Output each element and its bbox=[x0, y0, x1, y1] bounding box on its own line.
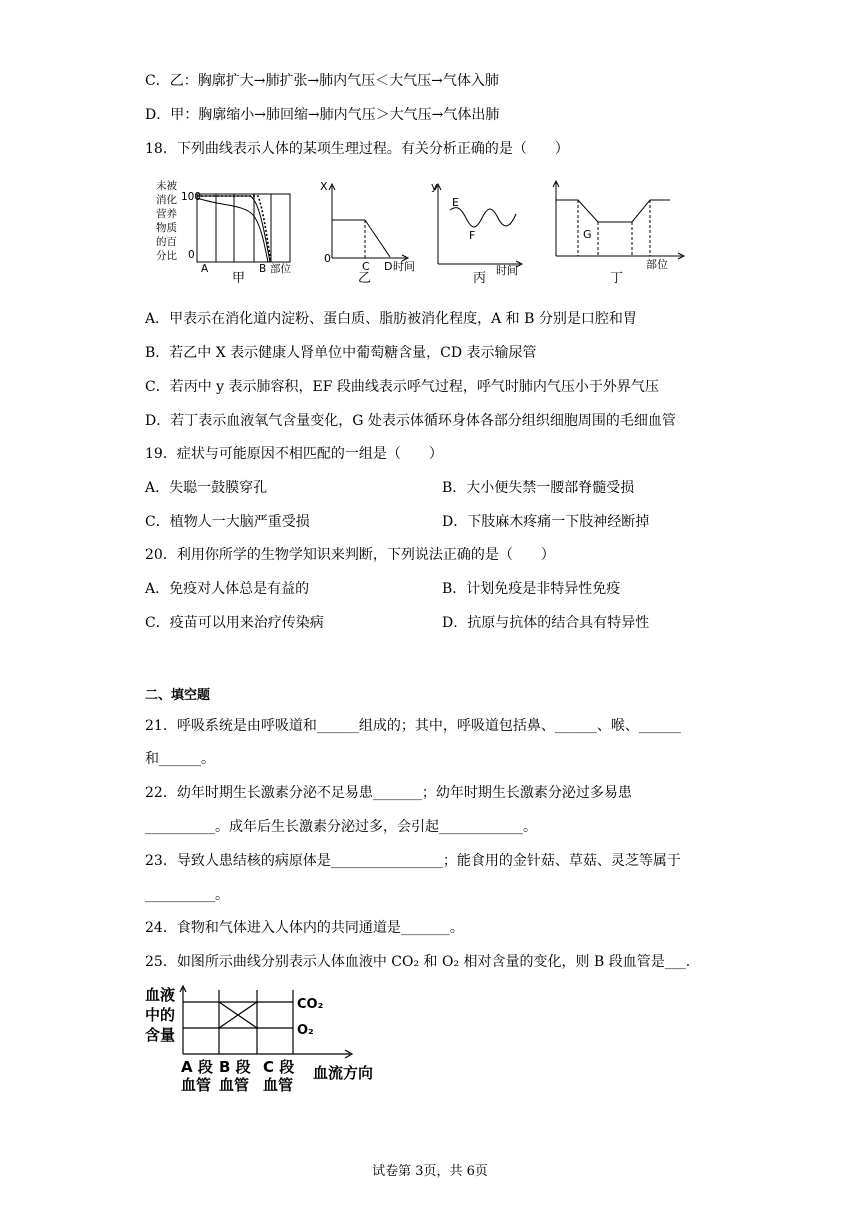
q21-line1: 21．呼吸系统是由呼吸道和______组成的；其中，呼吸道包括鼻、______、喉、______ bbox=[145, 718, 681, 734]
q20-option-c: C．疫苗可以用来治疗传染病 bbox=[145, 615, 324, 631]
bing-xlabel: 时间 bbox=[496, 264, 518, 277]
jia-y100: 100 bbox=[181, 191, 202, 203]
q19-option-c: C．植物人一大脑严重受损 bbox=[145, 514, 310, 530]
q18-option-b: B．若乙中 X 表示健康人肾单位中葡萄糖含量，CD 表示输尿管 bbox=[145, 345, 537, 361]
q19-option-b: B．大小便失禁一腰部脊髓受损 bbox=[442, 480, 635, 496]
jia-ylabel-1: 未被 bbox=[156, 180, 177, 192]
ding-caption: 丁 bbox=[610, 271, 624, 286]
q17-option-c: C．乙：胸廓扩大→肺扩张→肺内气压＜大气压→气体入肺 bbox=[145, 73, 499, 89]
q23-line1: 23．导致人患结核的病原体是________________；能食用的金针菇、草菇、灵芝等属于 bbox=[145, 853, 681, 869]
q17-option-d: D．甲：胸廓缩小→肺回缩→肺内气压＞大气压→气体出肺 bbox=[145, 107, 500, 123]
q25-o2-label: O₂ bbox=[297, 1023, 314, 1038]
q25-ylabel-3: 含量 bbox=[145, 1026, 176, 1044]
jia-y0: 0 bbox=[188, 249, 195, 261]
q18-figure-jia bbox=[150, 178, 300, 286]
q25-seg-a-2: 血管 bbox=[181, 1076, 212, 1094]
q25-seg-a-1: A 段 bbox=[181, 1058, 213, 1076]
q19-option-d: D．下肢麻木疼痛一下肢神经断掉 bbox=[442, 514, 650, 530]
yi-origin: 0 bbox=[324, 252, 331, 265]
q25-ylabel-1: 血液 bbox=[145, 986, 176, 1004]
q24-line1: 24．食物和气体进入人体内的共同通道是_______。 bbox=[145, 920, 464, 936]
q18-option-c: C．若丙中 y 表示肺容积，EF 段曲线表示呼气过程，呼气时肺内气压小于外界气压 bbox=[145, 379, 659, 395]
jia-ylabel-3: 营养 bbox=[156, 208, 177, 220]
yi-label-c: C bbox=[362, 260, 370, 273]
bing-ylabel: y bbox=[431, 180, 438, 193]
yi-caption: 乙 bbox=[358, 271, 372, 286]
q18-option-d: D．若丁表示血液氧气含量变化，G 处表示体循环身体各部分组织细胞周围的毛细血管 bbox=[145, 413, 676, 429]
q25-seg-c-2: 血管 bbox=[263, 1076, 294, 1094]
jia-ylabel-2: 消化 bbox=[156, 194, 177, 206]
q20-option-d: D．抗原与抗体的结合具有特异性 bbox=[442, 615, 650, 631]
yi-ylabel: X bbox=[320, 180, 328, 193]
bing-label-e: E bbox=[452, 196, 459, 209]
jia-caption: 甲 bbox=[232, 271, 246, 286]
jia-label-part: 部位 bbox=[270, 263, 291, 275]
q20-stem: 20．利用你所学的生物学知识来判断，下列说法正确的是（ ） bbox=[145, 547, 555, 563]
q25-stem: 25．如图所示曲线分别表示人体血液中 CO₂ 和 O₂ 相对含量的变化，则 B 段血管是___. bbox=[145, 954, 691, 970]
bing-label-f: F bbox=[469, 229, 476, 242]
q25-co2-label: CO₂ bbox=[297, 997, 324, 1012]
q18-stem: 18．下列曲线表示人体的某项生理过程。有关分析正确的是（ ） bbox=[145, 141, 569, 157]
q18-figure-ding bbox=[548, 178, 688, 286]
q18-figure-bing bbox=[428, 178, 528, 286]
yi-xlabel: 时间 bbox=[393, 260, 415, 273]
yi-label-d: D bbox=[384, 260, 393, 273]
bing-caption: 丙 bbox=[473, 271, 487, 286]
q18-figure-yi bbox=[318, 178, 418, 286]
q25-seg-c-1: C 段 bbox=[263, 1058, 295, 1076]
q20-option-a: A．免疫对人体总是有益的 bbox=[145, 581, 310, 597]
q25-xlabel: 血流方向 bbox=[313, 1064, 374, 1082]
q21-line2: 和______。 bbox=[145, 751, 215, 767]
q25-seg-b-2: 血管 bbox=[219, 1076, 250, 1094]
q22-line2: __________。成年后生长激素分泌过多，会引起____________。 bbox=[145, 819, 537, 835]
jia-ylabel-5: 的百 bbox=[156, 236, 177, 248]
jia-ylabel-4: 物质 bbox=[156, 222, 177, 234]
q18-option-a: A．甲表示在消化道内淀粉、蛋白质、脂肪被消化程度，A 和 B 分别是口腔和胃 bbox=[145, 311, 637, 327]
q19-option-a: A．失聪一鼓膜穿孔 bbox=[145, 480, 268, 496]
page-footer: 试卷第 3页，共 6页 bbox=[372, 1164, 488, 1179]
q25-figure bbox=[145, 980, 395, 1095]
jia-label-b: B bbox=[259, 263, 267, 275]
q23-line2: __________。 bbox=[145, 887, 229, 903]
jia-ylabel-6: 分比 bbox=[156, 250, 177, 262]
q19-stem: 19．症状与可能原因不相匹配的一组是（ ） bbox=[145, 446, 443, 462]
q22-line1: 22．幼年时期生长激素分泌不足易患_______；幼年时期生长激素分泌过多易患 bbox=[145, 785, 632, 801]
q25-ylabel-2: 中的 bbox=[145, 1006, 176, 1024]
section-heading: 二、填空题 bbox=[145, 688, 211, 703]
q25-seg-b-1: B 段 bbox=[219, 1058, 251, 1076]
q20-option-b: B．计划免疫是非特异性免疫 bbox=[442, 581, 621, 597]
ding-label-g: G bbox=[583, 228, 592, 241]
jia-label-a: A bbox=[201, 263, 209, 275]
ding-xlabel: 部位 bbox=[646, 258, 668, 271]
